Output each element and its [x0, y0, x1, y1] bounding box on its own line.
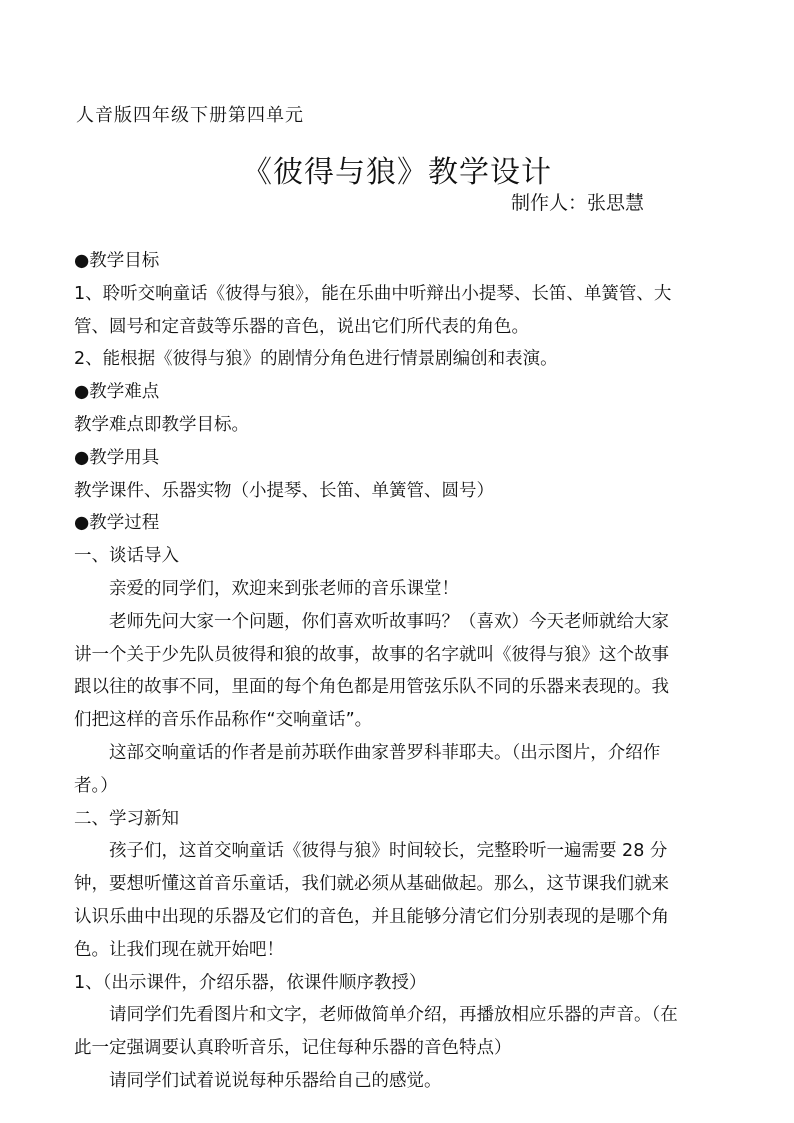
difficulty-text: 教学难点即教学目标。: [74, 414, 249, 435]
paragraph-line: 认识乐曲中出现的乐器及它们的音色，并且能够分清它们分别表现的是哪个角: [74, 906, 669, 927]
goal-line: 1、聆听交响童话《彼得与狼》，能在乐曲中听辩出小提琴、长笛、单簧管、大: [74, 283, 672, 304]
paragraph-line: 孩子们，这首交响童话《彼得与狼》时间较长，完整聆听一遍需要 28 分: [109, 841, 668, 862]
section-heading-difficulty: ● 教学难点: [74, 376, 720, 409]
subsection-heading-intro: 一、谈话导入: [74, 546, 179, 567]
paragraph-line: 钟，要想听懂这首音乐童话，我们就必须从基础做起。那么，这节课我们就来: [74, 874, 669, 895]
paragraph-line: 色。让我们现在就开始吧！: [74, 939, 284, 960]
paragraph-line: 亲爱的同学们，欢迎来到张老师的音乐课堂！: [109, 578, 459, 599]
paragraph-line: 讲一个关于少先队员彼得和狼的故事，故事的名字就叫《彼得与狼》这个故事: [74, 644, 669, 665]
step-line: 1、（出示课件，介绍乐器，依课件顺序教授）: [74, 972, 427, 993]
document-subtitle: 人音版四年级下册第四单元: [76, 105, 304, 126]
section-heading-tools: ● 教学用具: [74, 442, 720, 475]
subsection-heading-new: 二、学习新知: [74, 808, 179, 829]
document-body: [74, 245, 720, 1098]
paragraph-line: 跟以往的故事不同，里面的每个角色都是用管弦乐队不同的乐器来表现的。我: [74, 677, 669, 698]
goal-line: 管、圆号和定音鼓等乐器的音色，说出它们所代表的角色。: [74, 316, 529, 337]
section-heading-goals: ● 教学目标: [74, 245, 720, 278]
paragraph-line: 们把这样的音乐作品称作“交响童话”。: [74, 710, 373, 731]
document-author: 制作人：张思慧: [510, 192, 644, 214]
tools-text: 教学课件、乐器实物（小提琴、长笛、单簧管、圆号）: [74, 480, 494, 501]
paragraph-line: 这部交响童话的作者是前苏联作曲家普罗科菲耶夫。（出示图片，介绍作: [109, 742, 661, 763]
document-title: 《彼得与狼》教学设计: [242, 155, 552, 190]
goal-line: 2、能根据《彼得与狼》的剧情分角色进行情景剧编创和表演。: [74, 349, 558, 370]
paragraph-line: 请同学们先看图片和文字，老师做简单介绍，再播放相应乐器的声音。（在: [109, 1005, 678, 1026]
section-heading-process: ● 教学过程: [74, 507, 720, 540]
paragraph-line: 此一定强调要认真聆听音乐，记住每种乐器的音色特点）: [74, 1038, 512, 1059]
paragraph-line: 者。）: [74, 775, 118, 796]
paragraph-line: 老师先问大家一个问题，你们喜欢听故事吗？（喜欢）今天老师就给大家: [109, 611, 669, 632]
paragraph-line: 请同学们试着说说每种乐器给自己的感觉。: [109, 1070, 442, 1091]
